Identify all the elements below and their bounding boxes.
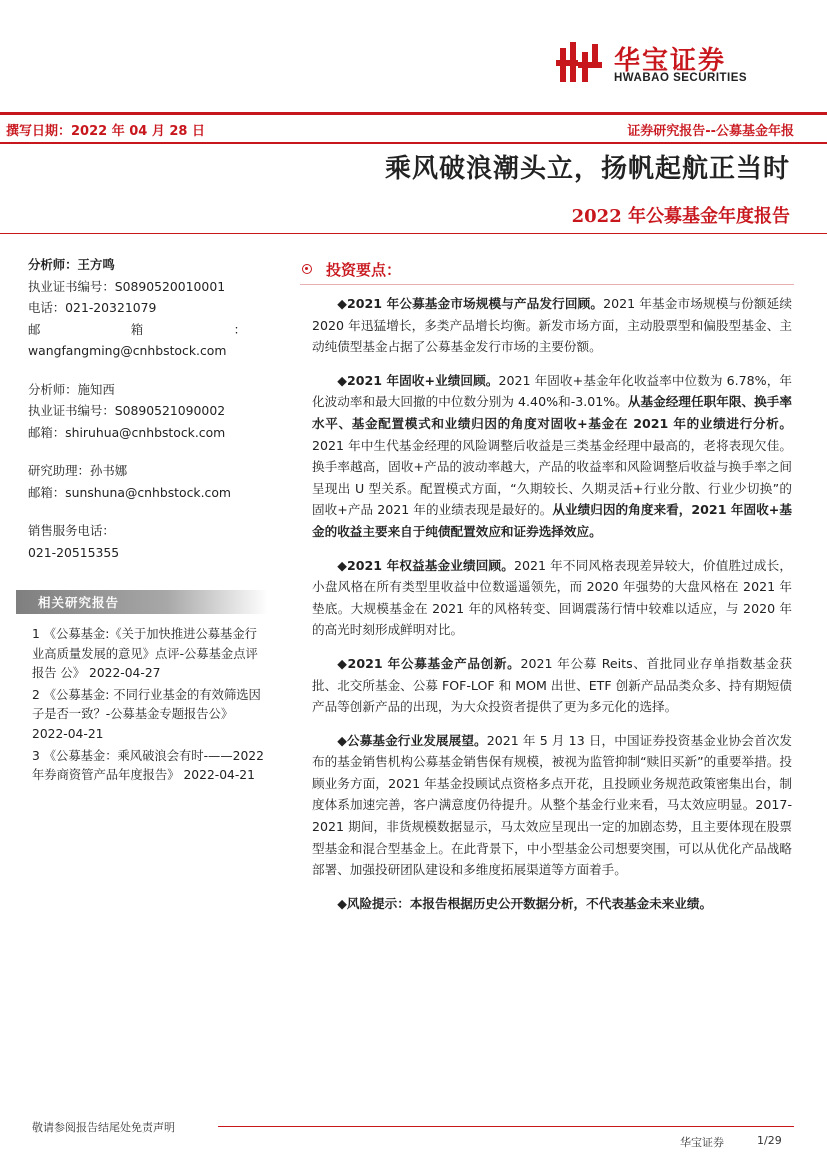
footer-brand: 华宝证券 — [680, 1136, 724, 1149]
email-label-char-1: 邮 — [28, 321, 41, 337]
analyst-1-phone: 电话：021-20321079 — [28, 300, 157, 315]
key-point-text: 2021 年固收+基金年化收益率中位数为 6.78%，年化波动率和最大回撤的中位数分别为 4.40%和-3.01%。 — [312, 372, 792, 410]
risk-warning — [312, 893, 792, 915]
hwabao-logo-icon — [556, 38, 604, 86]
key-points-heading — [302, 259, 401, 280]
related-report-item[interactable]: 3 《公募基金：乘风破浪会有时-——2022 年券商资管产品年度报告》 2022-04-21 — [32, 748, 264, 783]
page-title: 乘风破浪潮头立，扬帆起航正当时 — [384, 154, 790, 184]
logo-en-text: HWABAO SECURITIES — [614, 72, 748, 84]
company-logo — [556, 38, 791, 88]
email-label-colon: ： — [233, 321, 246, 337]
analyst-2-cert: 执业证书编号：S0890521090002 — [28, 403, 226, 418]
related-report-item[interactable]: 2 《公募基金: 不同行业基金的有效筛选因子是否一致？-公募基金专题报告公》 2022-04-21 — [32, 687, 261, 741]
key-point-lead: ◆2021 年权益基金业绩回顾。 — [337, 557, 514, 573]
assistant-name: 研究助理：孙书娜 — [28, 463, 128, 478]
key-point-text: 2021 年公募 Reits、首批同业存单指数基金获批、北交所基金、公募 FOF-LOF 和 MOM 出世、ETF 创新产品品类众多、持有期短债产品等创新产品的出现，为大众投资者提供了更为多元化的选择。 — [312, 655, 792, 715]
key-point-text: 2021 年基金市场规模与份额延续 2020 年迅猛增长，多类产品增长均衡。新发市场方面，主动股票型和偏股型基金、主动纯债型基金占据了公募基金发行市场的主要份额。 — [312, 296, 792, 355]
analyst-info — [28, 254, 268, 563]
key-points-divider — [300, 284, 794, 285]
page-number: 1/29 — [757, 1134, 782, 1147]
bullseye-icon — [302, 264, 312, 274]
key-point-emphasis: 从基金经理任职年限、换手率水平、基金配置模式和业绩归因的角度对固收+基金在 2021 年的业绩进行分析。 — [312, 394, 792, 431]
analyst-1-email-label — [28, 319, 246, 341]
key-point-text: 2021 年不同风格表现差异较大，价值胜过成长，小盘风格在所有类型里收益中位数遥遥领先，而 2020 年强势的大盘风格在 2021 年垫底。大规模基金在 2021 年的风格转变、回调震荡行情中较难以适应，与 2020 年的高光时刻形成鲜明对比。 — [312, 557, 792, 638]
key-point-lead: ◆公募基金行业发展展望。 — [337, 732, 487, 748]
key-point-paragraph — [312, 653, 792, 718]
footer-disclaimer: 敬请参阅报告结尾处免责声明 — [32, 1121, 175, 1134]
key-points-title: 投资要点： — [326, 261, 402, 279]
analyst-1-email[interactable]: wangfangming@cnhbstock.com — [28, 343, 227, 358]
title-divider — [0, 233, 827, 234]
key-point-text: 2021 年 5 月 13 日，中国证券投资基金业协会首次发布的基金销售机构公募基金销售保有规模，被视为监管抑制“赎旧买新”的重要举措。投顾业务方面，2021 年基金投顾试点资格多点开花，且投顾业务规范政策密集出台，制度体系加速完善，客户满意度仍待提升。从整个基金行业来看，马太效应明显。2017-2021 期间，非货规模数据显示，马太效应呈现出一定的加剧态势，且主要体现在股票型基金和混合型基金上。在此背景下，中小型基金公司想要突围，可以从优化产品战略部署、加强投研团队建设和多维度拓展渠道等方面着手。 — [312, 732, 792, 878]
page-subtitle: 2022 年公募基金年度报告 — [571, 206, 790, 227]
key-point-lead: ◆2021 年公募基金产品创新。 — [337, 655, 521, 671]
report-date: 撰写日期：2022 年 04 月 28 日 — [6, 124, 205, 139]
sales-phone: 021-20515355 — [28, 544, 120, 560]
analyst-1-cert: 执业证书编号：S0890520010001 — [28, 278, 226, 294]
related-report-item[interactable]: 1 《公募基金:《关于加快推进公募基金行业高质量发展的意见》点评-公募基金点评报告 公》 2022-04-27 — [32, 627, 258, 681]
key-points-body — [312, 293, 792, 926]
key-point-paragraph — [312, 370, 792, 543]
analyst-2-email[interactable]: 邮箱：shiruhua@cnhbstock.com — [28, 424, 226, 440]
key-point-lead: ◆风险提示：本报告根据历史公开数据分析，不代表基金未来业绩。 — [337, 895, 713, 911]
key-point-lead: ◆2021 年固收+业绩回顾。 — [337, 372, 499, 388]
analyst-2-name: 分析师：施知西 — [28, 381, 115, 397]
email-label-char-2: 箱 — [130, 321, 144, 337]
logo-cn-text: 华宝证券 — [614, 46, 727, 76]
key-point-paragraph — [312, 293, 792, 358]
header-rule-top — [0, 112, 827, 115]
key-point-lead: ◆2021 年公募基金市场规模与产品发行回顾。 — [337, 296, 604, 311]
key-point-text: 2021 年中生代基金经理的风险调整后收益是三类基金经理中最高的，老将表现欠佳。换手率越高，固收+产品的波动率越大，产品的收益率和风险调整后收益与换手率之间呈现出 U 型关系。配置模式方面，“久期较长、久期灵活+行业分散、行业少切换”的固收+产品 2021 年的业绩表现是最好的。 — [312, 437, 792, 518]
key-point-emphasis: 从业绩归因的角度来看，2021 年固收+基金的收益主要来自于纯债配置效应和证券选择效应。 — [312, 502, 792, 539]
header-rule-bottom — [0, 142, 827, 144]
sales-label: 销售服务电话： — [28, 523, 115, 538]
report-type: 证券研究报告--公募基金年报 — [627, 124, 794, 139]
assistant-email[interactable]: 邮箱：sunshuna@cnhbstock.com — [28, 484, 231, 500]
analyst-1-name: 分析师：王方鸣 — [28, 257, 115, 272]
footer-rule — [218, 1126, 794, 1127]
key-point-paragraph — [312, 730, 792, 881]
related-reports-list — [32, 625, 268, 788]
related-reports-title: 相关研究报告 — [38, 595, 120, 610]
key-point-paragraph — [312, 555, 792, 641]
